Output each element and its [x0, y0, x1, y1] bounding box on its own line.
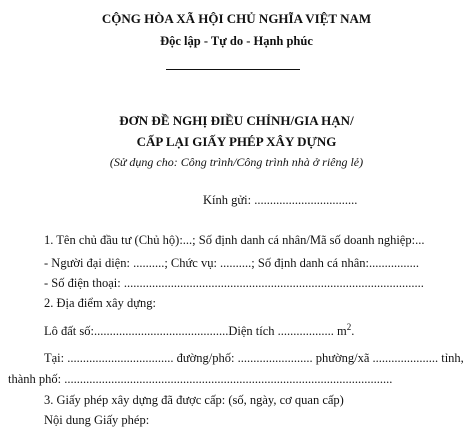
greeting-line: Kính gửi: ................................. [203, 193, 358, 207]
construction-location-heading: 2. Địa điểm xây dựng: [44, 296, 156, 310]
motto: Độc lập - Tự do - Hạnh phúc [160, 34, 313, 48]
header-divider [166, 69, 300, 70]
plot-period: . [351, 324, 355, 338]
representative-line: - Người đại diện: ..........; Chức vụ: ..........; Số định danh cá nhân:................ [44, 256, 419, 270]
form-title-line2: CẤP LẠI GIẤY PHÉP XÂY DỰNG [136, 134, 337, 149]
country-header: CỘNG HÒA XÃ HỘI CHỦ NGHĨA VIỆT NAM [101, 11, 372, 26]
area-unit-superscript: 2 [346, 321, 352, 332]
phone-line: - Số điện thoại: ................................................................................................ [44, 276, 424, 290]
plot-line [44, 321, 355, 339]
address-line: Tại: .................................. đường/phố: ........................ phường/xã ..................... tỉnh, [44, 351, 464, 365]
plot-text: Lô đất số:...........................................Diện tích .................. m [44, 324, 347, 338]
form-title-line1: ĐƠN ĐỀ NGHỊ ĐIỀU CHỈNH/GIA HẠN/ [119, 113, 354, 128]
permit-issued-heading: 3. Giấy phép xây dựng đã được cấp: (số, ngày, cơ quan cấp) [44, 393, 344, 407]
city-line: thành phố: ......................................................................................................... [8, 372, 393, 386]
usage-note: (Sử dụng cho: Công trình/Công trình nhà ở riêng lẻ) [109, 155, 364, 169]
investor-name-line: 1. Tên chủ đầu tư (Chủ hộ):...; Số định danh cá nhân/Mã số doanh nghiệp:... [44, 233, 425, 247]
permit-content-line: Nội dung Giấy phép: [44, 413, 150, 427]
